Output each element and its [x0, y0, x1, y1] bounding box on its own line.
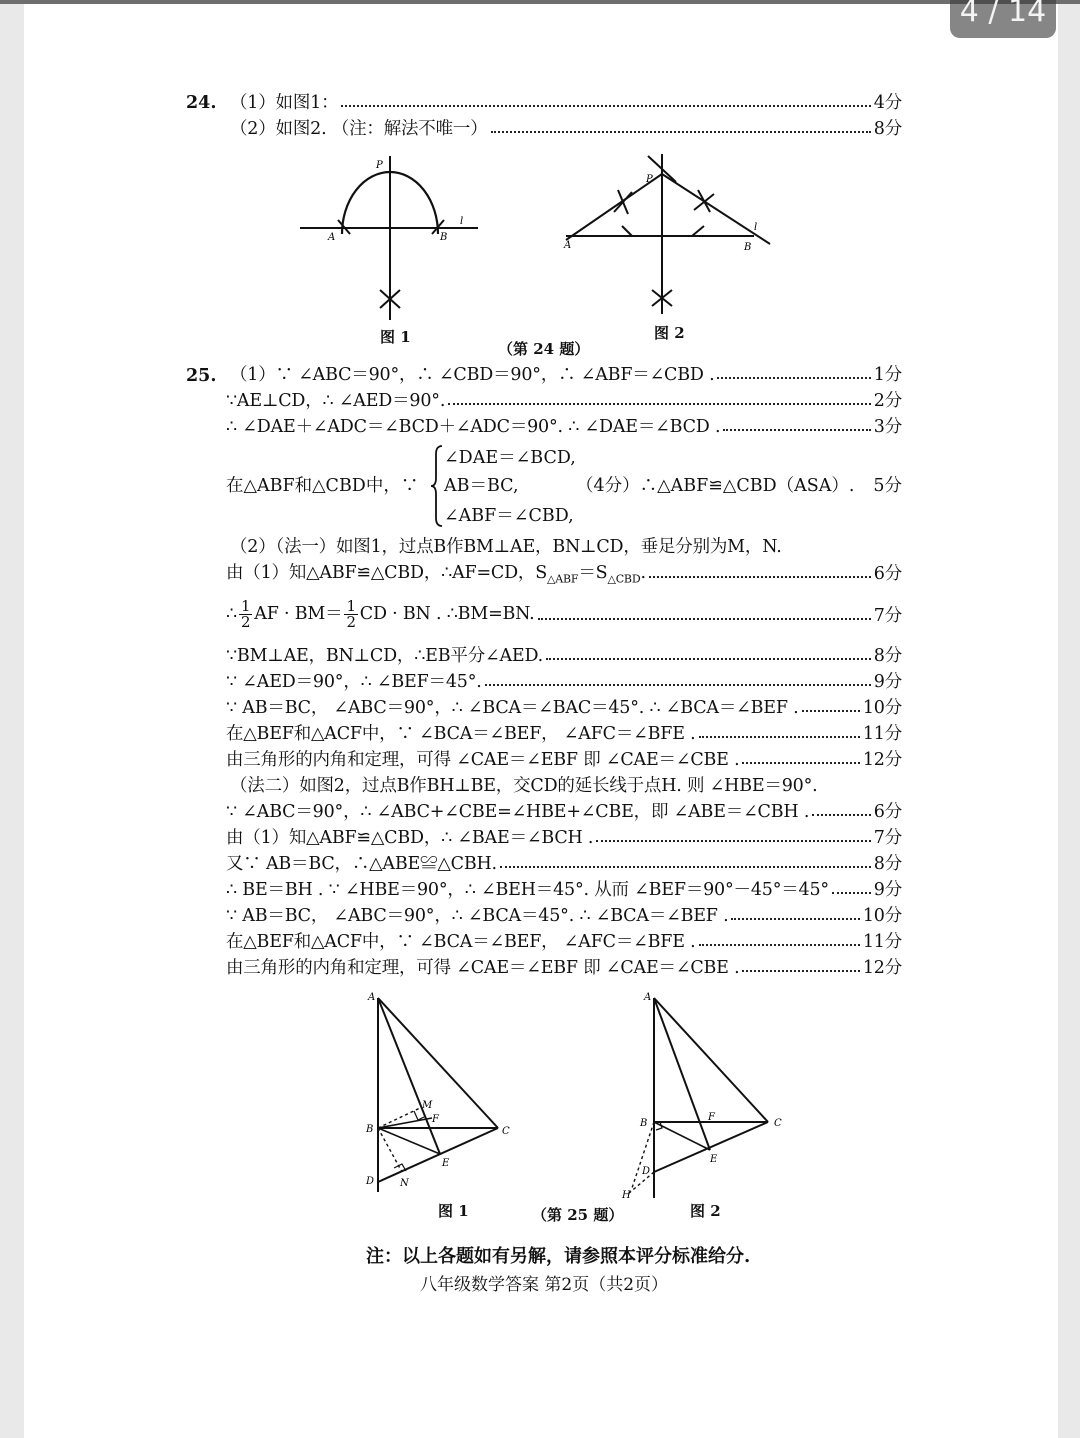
- svg-text:l: l: [754, 222, 758, 233]
- q25-m1-line-12: 由三角形的内角和定理，可得 ∠CAE＝∠EBF 即 ∠CAE＝∠CBE . 12分: [226, 749, 902, 770]
- q25-line-3: ∴ ∠DAE＋∠ADC＝∠BCD＋∠ADC＝90°. ∴ ∠DAE＝∠BCD . 3分: [226, 416, 902, 437]
- q25-number: 25.: [186, 366, 217, 386]
- svg-text:H: H: [622, 1190, 631, 1201]
- q25-m1-line-9: ∵ ∠AED＝90°，∴ ∠BEF＝45°. 9分: [226, 671, 902, 692]
- q25-figure-2: [618, 990, 798, 1202]
- svg-text:A: A: [368, 992, 376, 1003]
- svg-text:E: E: [710, 1154, 718, 1165]
- q25-method1-intro: （2）（法一）如图1，过点B作BM⊥AE，BN⊥CD，垂足分别为M，N.: [230, 536, 782, 557]
- svg-text:B: B: [366, 1124, 374, 1135]
- system-score: 5分: [873, 476, 902, 496]
- q25-line-7: ∴ $\frac{1}{2}$ AF · BM＝ $\frac{1}{2}$ CD · BN . ∴BM=BN. 7分: [226, 596, 902, 631]
- q25-equation-system: 在△ABF和△CBD中，∵ ∠DAE＝∠BCD, AB＝BC, ∠ABF＝∠CBD, （4分）∴△ABF≌△CBD（ASA）. 5分: [226, 442, 902, 528]
- q24-fig1-caption: 图 1: [380, 328, 411, 346]
- q24-line-1: （1）如图1： 4分: [230, 92, 902, 113]
- q25-m1-line-11: 在△BEF和△ACF中，∵ ∠BCA＝∠BEF， ∠AFC＝∠BFE . 11分: [226, 723, 902, 744]
- q25-fig1-caption: 图 1: [438, 1202, 469, 1220]
- q25-line-6: 由（1）知△ABF≌△CBD，∴AF=CD，$S_{\triangle ABF}=S_{\triangle CBD}$. 6分: [226, 562, 902, 586]
- q25-m2-line-12: 由三角形的内角和定理，可得 ∠CAE＝∠EBF 即 ∠CAE＝∠CBE . 12分: [226, 957, 902, 978]
- q24-fig2-caption: 图 2: [654, 324, 685, 342]
- q25-m1-line-10: ∵ AB＝BC， ∠ABC＝90°，∴ ∠BCA＝∠BAC＝45°. ∴ ∠BCA＝∠BEF . 10分: [226, 697, 902, 718]
- q25-m1-line-8: ∵BM⊥AE，BN⊥CD，∴EB平分∠AED. 8分: [226, 645, 902, 666]
- q25-fig2-caption: 图 2: [690, 1202, 721, 1220]
- svg-text:B: B: [744, 242, 752, 253]
- q25-m2-line-7: 由（1）知△ABF≌△CBD，∴ ∠BAE＝∠BCH . 7分: [226, 827, 902, 848]
- q24-figure-1: [294, 150, 514, 326]
- q24-figure-2: [558, 150, 778, 326]
- svg-text:B: B: [640, 1118, 648, 1129]
- svg-text:F: F: [432, 1114, 439, 1125]
- svg-text:P: P: [646, 174, 653, 185]
- svg-text:C: C: [774, 1118, 782, 1129]
- system-eq-3: ∠ABF＝∠CBD,: [444, 506, 574, 526]
- q25-m2-line-11: 在△BEF和△ACF中，∵ ∠BCA＝∠BEF， ∠AFC＝∠BFE . 11分: [226, 931, 902, 952]
- label-a: A: [328, 232, 336, 243]
- q25-method2-intro: （法二）如图2，过点B作BH⊥BE，交CD的延长线于点H. 则 ∠HBE＝90°.: [230, 775, 818, 796]
- q24-number: 24.: [186, 93, 217, 113]
- q24-line-2: （2）如图2. （注：解法不唯一） 8分: [230, 118, 902, 139]
- system-eq-1: ∠DAE＝∠BCD,: [444, 448, 576, 468]
- svg-text:N: N: [400, 1178, 409, 1189]
- system-eq-2: AB＝BC,: [444, 476, 519, 496]
- svg-text:D: D: [366, 1176, 375, 1187]
- q25-line-2: ∵AE⊥CD，∴ ∠AED＝90°. 2分: [226, 390, 902, 411]
- svg-text:A: A: [644, 992, 652, 1003]
- q25-line-1: （1）∵ ∠ABC＝90°，∴ ∠CBD＝90°，∴ ∠ABF＝∠CBD . 1分: [230, 364, 902, 385]
- svg-text:M: M: [422, 1100, 433, 1111]
- q25-figure-1: [360, 990, 520, 1196]
- svg-text:F: F: [708, 1112, 715, 1123]
- q25-caption: （第 25 题）: [532, 1206, 624, 1224]
- label-l: l: [460, 216, 464, 227]
- document-page: [24, 4, 1058, 1438]
- page-counter: 4 / 14: [950, 0, 1056, 38]
- q25-m2-line-10: ∵ AB＝BC， ∠ABC＝90°，∴ ∠BCA＝45°. ∴ ∠BCA＝∠BEF . 10分: [226, 905, 902, 926]
- page-footer: 八年级数学答案 第2页（共2页）: [420, 1275, 669, 1295]
- q25-m2-line-6: ∵ ∠ABC＝90°，∴ ∠ABC+∠CBE=∠HBE+∠CBE，即 ∠ABE＝∠CBH . 6分: [226, 801, 902, 822]
- q24-caption: （第 24 题）: [498, 340, 590, 358]
- q25-m2-line-8: 又∵ AB＝BC，∴△ABE≌△CBH. 8分: [226, 853, 902, 874]
- svg-text:D: D: [642, 1166, 651, 1177]
- svg-text:E: E: [442, 1158, 450, 1169]
- scoring-note: 注：以上各题如有另解，请参照本评分标准给分.: [366, 1246, 751, 1267]
- svg-text:C: C: [502, 1126, 510, 1137]
- svg-text:A: A: [564, 240, 572, 251]
- q25-m2-line-9: ∴ BE＝BH . ∵ ∠HBE＝90°，∴ ∠BEH＝45°. 从而 ∠BEF＝90°－45°＝45° 9分: [226, 879, 902, 900]
- label-p: P: [376, 160, 383, 171]
- system-conclusion: （4分）∴△ABF≌△CBD（ASA）.: [576, 476, 855, 496]
- label-b: B: [440, 232, 448, 243]
- curly-brace-icon: [430, 444, 444, 528]
